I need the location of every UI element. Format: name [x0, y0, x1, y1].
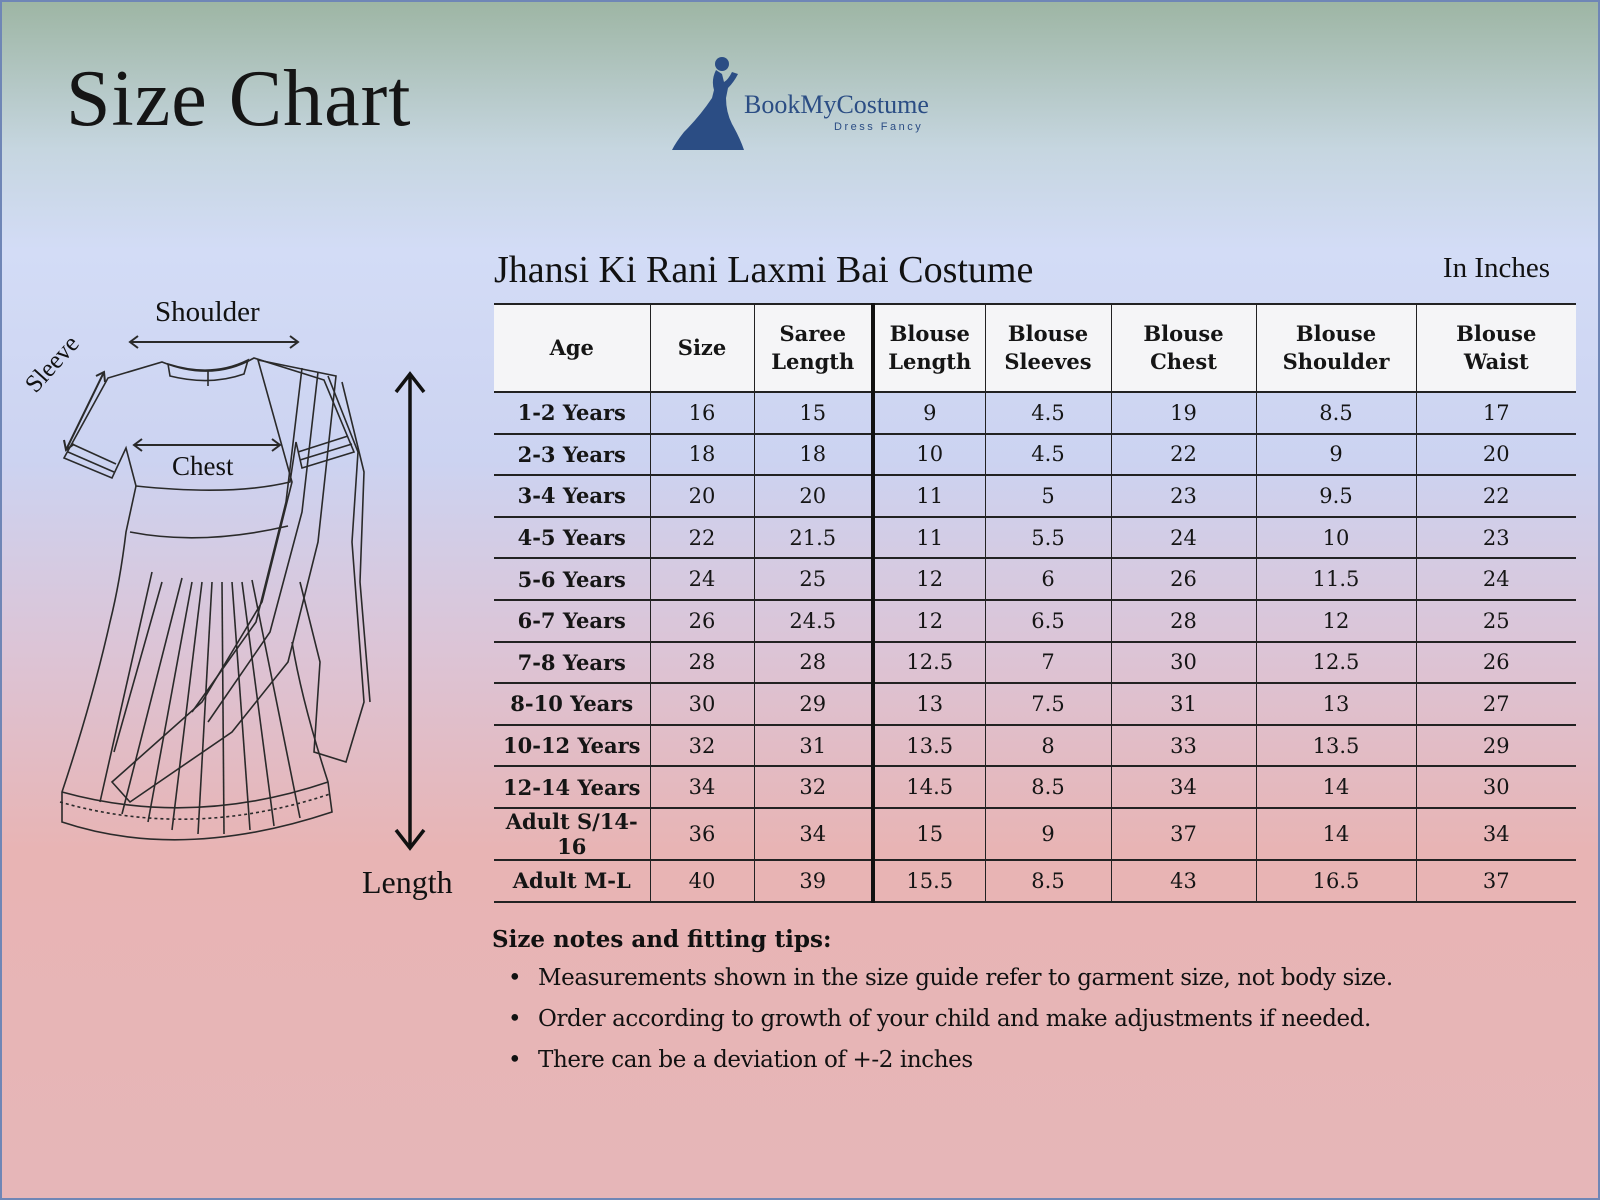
- note-text: There can be a deviation of +-2 inches: [538, 1047, 973, 1073]
- value-cell: 28: [650, 642, 754, 684]
- value-cell: 33: [1111, 725, 1256, 767]
- value-cell: 19: [1111, 392, 1256, 434]
- value-cell: 22: [1111, 434, 1256, 476]
- value-cell: 7.5: [985, 683, 1111, 725]
- value-cell: 25: [754, 558, 873, 600]
- header-blouse-waist: Blouse Waist: [1416, 304, 1576, 392]
- table-row: [494, 517, 1576, 559]
- value-cell: 20: [754, 475, 873, 517]
- value-cell: 14.5: [873, 766, 985, 808]
- value-cell: 26: [1111, 558, 1256, 600]
- size-table: [494, 303, 1576, 903]
- value-cell: 5.5: [985, 517, 1111, 559]
- value-cell: 24: [1416, 558, 1576, 600]
- table-row: [494, 600, 1576, 642]
- value-cell: 5: [985, 475, 1111, 517]
- age-cell: 8-10 Years: [510, 691, 634, 717]
- table-title: Jhansi Ki Rani Laxmi Bai Costume: [494, 249, 1034, 291]
- value-cell: 18: [650, 434, 754, 476]
- value-cell: 12: [873, 600, 985, 642]
- value-cell: 20: [1416, 434, 1576, 476]
- table-row: [494, 725, 1576, 767]
- value-cell: 12.5: [1256, 642, 1416, 684]
- header-saree-length: Saree Length: [754, 304, 873, 392]
- value-cell: 11.5: [1256, 558, 1416, 600]
- note-item: [492, 1006, 1552, 1047]
- table-row: [494, 558, 1576, 600]
- value-cell: 34: [754, 808, 873, 860]
- value-cell: 29: [754, 683, 873, 725]
- value-cell: 32: [754, 766, 873, 808]
- value-cell: 4.5: [985, 392, 1111, 434]
- value-cell: 28: [754, 642, 873, 684]
- value-cell: 37: [1416, 860, 1576, 902]
- table-row: [494, 683, 1576, 725]
- value-cell: 15.5: [873, 860, 985, 902]
- value-cell: 18: [754, 434, 873, 476]
- chest-label: Chest: [172, 451, 234, 481]
- value-cell: 17: [1416, 392, 1576, 434]
- value-cell: 22: [1416, 475, 1576, 517]
- table-row: [494, 434, 1576, 476]
- age-cell: Adult M-L: [512, 868, 631, 894]
- value-cell: 15: [873, 808, 985, 860]
- note-item: [492, 965, 1552, 1006]
- table-row: [494, 392, 1576, 434]
- value-cell: 23: [1416, 517, 1576, 559]
- age-cell: 12-14 Years: [503, 774, 641, 800]
- value-cell: 16: [650, 392, 754, 434]
- bullet-icon: •: [508, 1006, 522, 1032]
- table-row: [494, 808, 1576, 860]
- notes-list: [492, 965, 1552, 1088]
- value-cell: 32: [650, 725, 754, 767]
- value-cell: 27: [1416, 683, 1576, 725]
- value-cell: 15: [754, 392, 873, 434]
- value-cell: 12: [1256, 600, 1416, 642]
- value-cell: 29: [1416, 725, 1576, 767]
- value-cell: 26: [650, 600, 754, 642]
- bullet-icon: •: [508, 1047, 522, 1073]
- value-cell: 8.5: [985, 860, 1111, 902]
- value-cell: 9: [985, 808, 1111, 860]
- value-cell: 34: [1111, 766, 1256, 808]
- unit-note: In Inches: [1442, 252, 1550, 284]
- value-cell: 21.5: [754, 517, 873, 559]
- value-cell: 4.5: [985, 434, 1111, 476]
- value-cell: 31: [1111, 683, 1256, 725]
- value-cell: 13.5: [1256, 725, 1416, 767]
- sleeve-label: Sleeve: [20, 330, 85, 399]
- value-cell: 8: [985, 725, 1111, 767]
- value-cell: 26: [1416, 642, 1576, 684]
- shoulder-label: Shoulder: [155, 296, 260, 328]
- age-cell: 10-12 Years: [503, 733, 641, 759]
- value-cell: 11: [873, 517, 985, 559]
- value-cell: 28: [1111, 600, 1256, 642]
- value-cell: 37: [1111, 808, 1256, 860]
- age-cell: 3-4 Years: [517, 483, 626, 509]
- value-cell: 7: [985, 642, 1111, 684]
- garment-diagram: [2, 282, 482, 922]
- header-size: Size: [650, 304, 754, 392]
- value-cell: 6.5: [985, 600, 1111, 642]
- value-cell: 24: [1111, 517, 1256, 559]
- value-cell: 8.5: [1256, 392, 1416, 434]
- brand-name: BookMyCostume: [744, 90, 929, 119]
- value-cell: 12: [873, 558, 985, 600]
- value-cell: 12.5: [873, 642, 985, 684]
- header-blouse-sleeves: Blouse Sleeves: [985, 304, 1111, 392]
- length-label: Length: [362, 864, 453, 900]
- value-cell: 30: [1416, 766, 1576, 808]
- value-cell: 13: [1256, 683, 1416, 725]
- saree-outline-illustration: [2, 282, 482, 922]
- value-cell: 11: [873, 475, 985, 517]
- value-cell: 16.5: [1256, 860, 1416, 902]
- age-cell: 2-3 Years: [517, 441, 626, 467]
- value-cell: 10: [1256, 517, 1416, 559]
- notes-heading: Size notes and fitting tips:: [492, 926, 832, 953]
- value-cell: 22: [650, 517, 754, 559]
- age-cell: 4-5 Years: [517, 525, 626, 551]
- value-cell: 14: [1256, 808, 1416, 860]
- value-cell: 24: [650, 558, 754, 600]
- value-cell: 8.5: [985, 766, 1111, 808]
- value-cell: 30: [1111, 642, 1256, 684]
- value-cell: 39: [754, 860, 873, 902]
- age-cell: 1-2 Years: [517, 400, 626, 426]
- value-cell: 6: [985, 558, 1111, 600]
- table-row: [494, 642, 1576, 684]
- value-cell: 24.5: [754, 600, 873, 642]
- brand-logo: [670, 54, 950, 154]
- page-title: Size Chart: [66, 55, 412, 143]
- header-blouse-shoulder: Blouse Shoulder: [1256, 304, 1416, 392]
- table-row: [494, 860, 1576, 902]
- age-cell: 6-7 Years: [517, 608, 626, 634]
- value-cell: 13.5: [873, 725, 985, 767]
- value-cell: 23: [1111, 475, 1256, 517]
- value-cell: 25: [1416, 600, 1576, 642]
- value-cell: 9.5: [1256, 475, 1416, 517]
- value-cell: 34: [1416, 808, 1576, 860]
- note-text: Order according to growth of your child and make adjustments if needed.: [538, 1006, 1371, 1032]
- note-text: Measurements shown in the size guide refer to garment size, not body size.: [538, 965, 1393, 991]
- value-cell: 30: [650, 683, 754, 725]
- age-cell: Adult S/14-16: [505, 808, 638, 859]
- bullet-icon: •: [508, 965, 522, 991]
- size-notes: [492, 926, 1552, 1088]
- value-cell: 9: [1256, 434, 1416, 476]
- header-blouse-length: Blouse Length: [873, 304, 985, 392]
- header-blouse-chest: Blouse Chest: [1111, 304, 1256, 392]
- table-header-row: [494, 304, 1576, 392]
- value-cell: 13: [873, 683, 985, 725]
- value-cell: 20: [650, 475, 754, 517]
- table-row: [494, 475, 1576, 517]
- value-cell: 9: [873, 392, 985, 434]
- value-cell: 43: [1111, 860, 1256, 902]
- value-cell: 34: [650, 766, 754, 808]
- note-item: [492, 1047, 1552, 1088]
- value-cell: 36: [650, 808, 754, 860]
- value-cell: 40: [650, 860, 754, 902]
- age-cell: 5-6 Years: [517, 566, 626, 592]
- brand-tagline: Dress Fancy: [834, 121, 924, 133]
- header-age: Age: [549, 334, 594, 360]
- value-cell: 10: [873, 434, 985, 476]
- table-row: [494, 766, 1576, 808]
- value-cell: 31: [754, 725, 873, 767]
- age-cell: 7-8 Years: [517, 649, 626, 675]
- value-cell: 14: [1256, 766, 1416, 808]
